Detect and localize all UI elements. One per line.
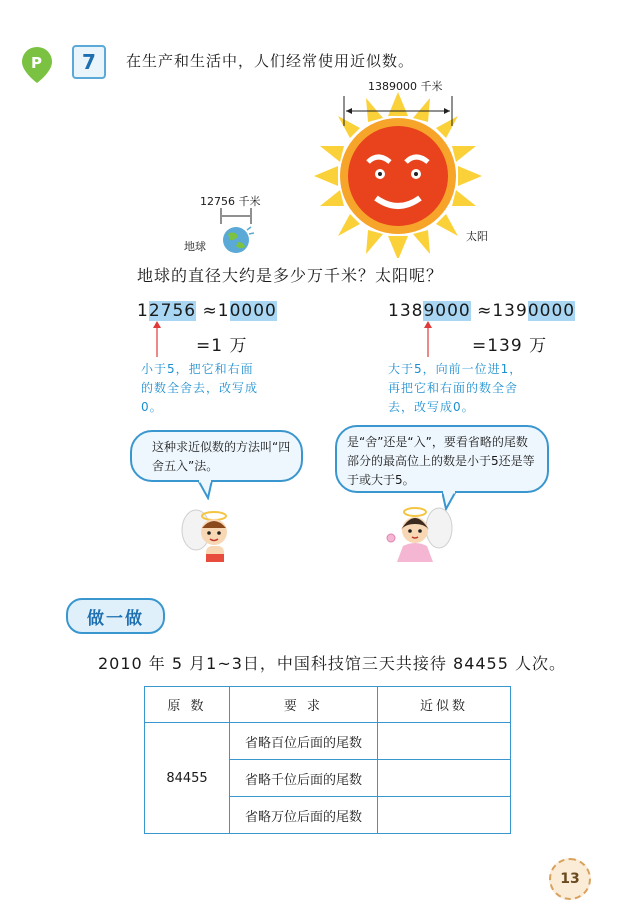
- left-speech-bubble: 这种求近似数的方法叫“四舍五入”法。: [130, 430, 303, 482]
- table-answer-cell[interactable]: [378, 723, 511, 760]
- sun-digits-plain: 138: [388, 301, 424, 321]
- table-answer-cell[interactable]: [378, 760, 511, 797]
- sun-diameter-label: 1389000 千米: [368, 80, 443, 93]
- earth-digits-highlight: 2756: [148, 301, 197, 321]
- sun-diameter-line: [340, 96, 460, 126]
- earth-result-highlight: 0000: [229, 301, 277, 321]
- table-header-original: 原 数: [145, 687, 230, 723]
- sun-approx: ≈139: [477, 301, 528, 321]
- practice-table: [144, 686, 511, 834]
- table-requirement-cell: 省略千位后面的尾数: [230, 760, 378, 797]
- table-requirement-cell: 省略万位后面的尾数: [230, 797, 378, 834]
- left-rounding-note: 小于5，把它和右面的数全舍去，改写成0。: [141, 362, 259, 414]
- earth-approx: ≈1: [202, 301, 230, 321]
- table-original-number: 84455: [145, 723, 230, 834]
- sun-result-line: =139 万: [472, 336, 548, 356]
- earth-diameter-line: [218, 208, 258, 224]
- sun-digits-highlight: 9000: [423, 301, 471, 321]
- right-arrow-icon: [423, 321, 433, 357]
- p-badge-icon: [20, 45, 54, 85]
- earth-digit-first: 1: [137, 301, 149, 321]
- left-bubble-tail: [198, 480, 218, 500]
- sun-label: 太阳: [466, 230, 488, 243]
- sun-result-highlight: 0000: [527, 301, 576, 321]
- page-number: 13: [549, 858, 591, 900]
- practice-problem: 2010 年 5 月1~3日，中国科技馆三天共接待 84455 人次。: [98, 654, 566, 673]
- earth-diameter-label: 12756 千米: [200, 195, 261, 208]
- table-header-requirement: 要 求: [230, 687, 378, 723]
- intro-text: 在生产和生活中，人们经常使用近似数。: [126, 52, 415, 70]
- right-speech-bubble: 是“舍”还是“入”，要看省略的尾数部分的最高位上的数是小于5还是等于或大于5。: [335, 425, 549, 493]
- sun-approximation: [388, 301, 575, 321]
- table-header-row: [145, 687, 511, 723]
- right-rounding-note: 大于5，向前一位进1，再把它和右面的数全舍去，改写成0。: [388, 362, 523, 414]
- angel-boy-icon: [180, 502, 250, 574]
- table-header-approximation: 近似数: [378, 687, 511, 723]
- earth-label: 地球: [184, 240, 206, 253]
- table-row: [145, 723, 511, 760]
- question-text: 地球的直径大约是多少万千米？太阳呢？: [137, 266, 444, 285]
- earth-approximation: [137, 301, 277, 321]
- table-answer-cell[interactable]: [378, 797, 511, 834]
- earth-result-line: =1 万: [196, 336, 248, 356]
- example-number: 7: [72, 45, 106, 79]
- left-arrow-icon: [152, 321, 162, 357]
- earth-icon: [220, 224, 254, 258]
- angel-girl-icon: [385, 498, 455, 570]
- practice-tag: 做一做: [66, 598, 165, 634]
- table-requirement-cell: 省略百位后面的尾数: [230, 723, 378, 760]
- svg-text:P: P: [31, 54, 42, 72]
